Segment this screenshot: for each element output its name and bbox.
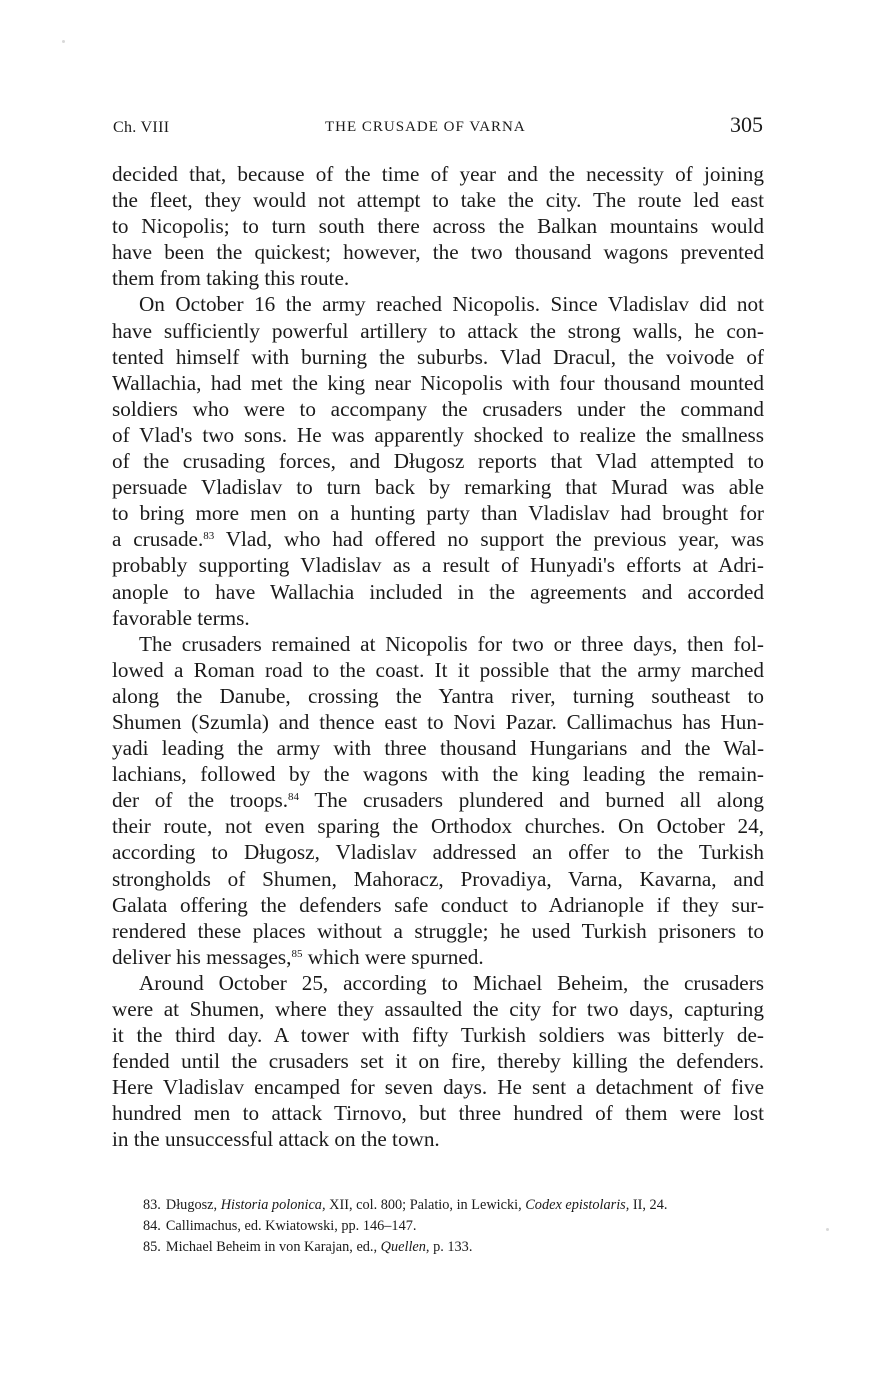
footnote-number: 85. (143, 1239, 161, 1255)
text-line: rendered these places without a struggle; he used Turkish prisoners to (112, 918, 764, 943)
footnote-text: Callimachus, ed. Kwiatowski, pp. 146–147. (165, 1218, 417, 1234)
footnote-text: Michael Beheim in von Karajan, ed., (165, 1239, 381, 1255)
text-line: lachians, followed by the wagons with the king leading the remain- (112, 762, 764, 787)
text-line: The crusaders remained at Nicopolis for two or three days, then fol- (139, 631, 764, 656)
text-line (112, 787, 764, 813)
footnote-text: XII, col. 800; Palatio, in Lewicki, (325, 1197, 526, 1213)
text-line: Around October 25, according to Michael Beheim, the crusaders (139, 970, 764, 995)
footnote-ref[interactable]: 84 (288, 791, 300, 804)
text-line: anople to have Wallachia included in the agreements and accorded (112, 579, 764, 604)
paragraph (112, 161, 764, 291)
text-segment: a crusade. (112, 527, 204, 552)
footnote-text: II, 24. (629, 1197, 668, 1213)
paragraph (112, 970, 764, 1153)
footnote-title: Historia polonica, (220, 1197, 326, 1213)
text-line: Galata offering the defenders safe conduct to Adrianople if they sur- (112, 892, 764, 917)
text-line: of Vlad's two sons. He was apparently shocked to realize the smallness (112, 422, 764, 447)
scan-speck (62, 40, 65, 43)
running-title: THE CRUSADE OF VARNA (325, 119, 526, 135)
scan-speck (826, 1228, 829, 1231)
text-segment: which were spurned. (302, 944, 484, 969)
text-line: decided that, because of the time of year and the necessity of joining (112, 162, 764, 186)
text-line: strongholds of Shumen, Mahoracz, Provadiya, Varna, Kavarna, and (112, 866, 764, 891)
running-header (113, 112, 765, 142)
footnote-title: Quellen, (380, 1239, 430, 1255)
footnotes (143, 1195, 773, 1258)
text-line: to bring more men on a hunting party than Vladislav had brought for (112, 501, 764, 526)
text-line: persuade Vladislav to turn back by remarking that Murad was able (112, 475, 764, 500)
text-segment: deliver his messages, (112, 944, 292, 969)
footnote (143, 1237, 773, 1258)
body-text (112, 161, 764, 1153)
text-line: to Nicopolis; to turn south there across the Balkan mountains would (112, 214, 764, 239)
text-line: according to Długosz, Vladislav addressed an offer to the Turkish (112, 840, 764, 865)
text-line: favorable terms. (112, 605, 250, 630)
text-line: Shumen (Szumla) and thence east to Novi Pazar. Callimachus has Hun- (112, 709, 764, 734)
text-line: Here Vladislav encamped for seven days. He sent a detachment of five (112, 1075, 764, 1100)
page-number: 305 (730, 112, 763, 137)
paragraph (112, 291, 764, 630)
footnote-ref[interactable]: 83 (203, 530, 215, 543)
text-line: along the Danube, crossing the Yantra river, turning southeast to (112, 683, 764, 708)
text-line: in the unsuccessful attack on the town. (112, 1127, 440, 1152)
text-line: yadi leading the army with three thousand Hungarians and the Wal- (112, 736, 764, 761)
text-line: On October 16 the army reached Nicopolis. Since Vladislav did not (139, 292, 764, 317)
text-line (112, 944, 764, 970)
text-line: probably supporting Vladislav as a result of Hunyadi's efforts at Adri- (112, 553, 764, 578)
footnote-text: Długosz, (165, 1197, 221, 1213)
text-line: their route, not even sparing the Orthodox churches. On October 24, (112, 814, 764, 839)
text-line: Wallachia, had met the king near Nicopolis with four thousand mounted (112, 370, 764, 395)
footnote-number: 83. (143, 1197, 161, 1213)
footnote-text: p. 133. (429, 1239, 473, 1255)
text-line: soldiers who were to accompany the crusaders under the command (112, 396, 764, 421)
text-line: the fleet, they would not attempt to take the city. The route led east (112, 188, 764, 213)
text-line: them from taking this route. (112, 266, 350, 291)
text-line: of the crusading forces, and Długosz reports that Vlad attempted to (112, 449, 764, 474)
text-line: lowed a Roman road to the coast. It it possible that the army marched (112, 657, 764, 682)
footnote-title: Codex epistolaris, (525, 1197, 630, 1213)
text-line (112, 526, 764, 552)
footnote-number: 84. (143, 1218, 161, 1234)
footnote (143, 1195, 773, 1216)
text-line: tented himself with burning the suburbs. Vlad Dracul, the voivode of (112, 344, 764, 369)
footnote (143, 1216, 773, 1237)
text-segment: Vlad, who had offered no support the previous year, was (214, 527, 765, 552)
text-segment: der of the troops. (112, 788, 289, 813)
paragraph (112, 631, 764, 970)
text-line: fended until the crusaders set it on fire, thereby killing the defenders. (112, 1049, 764, 1074)
text-line: were at Shumen, where they assaulted the city for two days, capturing (112, 997, 764, 1021)
text-line: hundred men to attack Tirnovo, but three hundred of them were lost (112, 1101, 764, 1126)
footnote-ref[interactable]: 85 (291, 947, 303, 960)
text-line: it the third day. A tower with fifty Turkish soldiers was bitterly de- (112, 1023, 764, 1048)
text-line: have been the quickest; however, the two thousand wagons prevented (112, 240, 764, 265)
chapter-label: Ch. VIII (113, 119, 170, 136)
text-segment: The crusaders plundered and burned all along (299, 788, 764, 813)
text-line: have sufficiently powerful artillery to attack the strong walls, he con- (112, 318, 764, 343)
